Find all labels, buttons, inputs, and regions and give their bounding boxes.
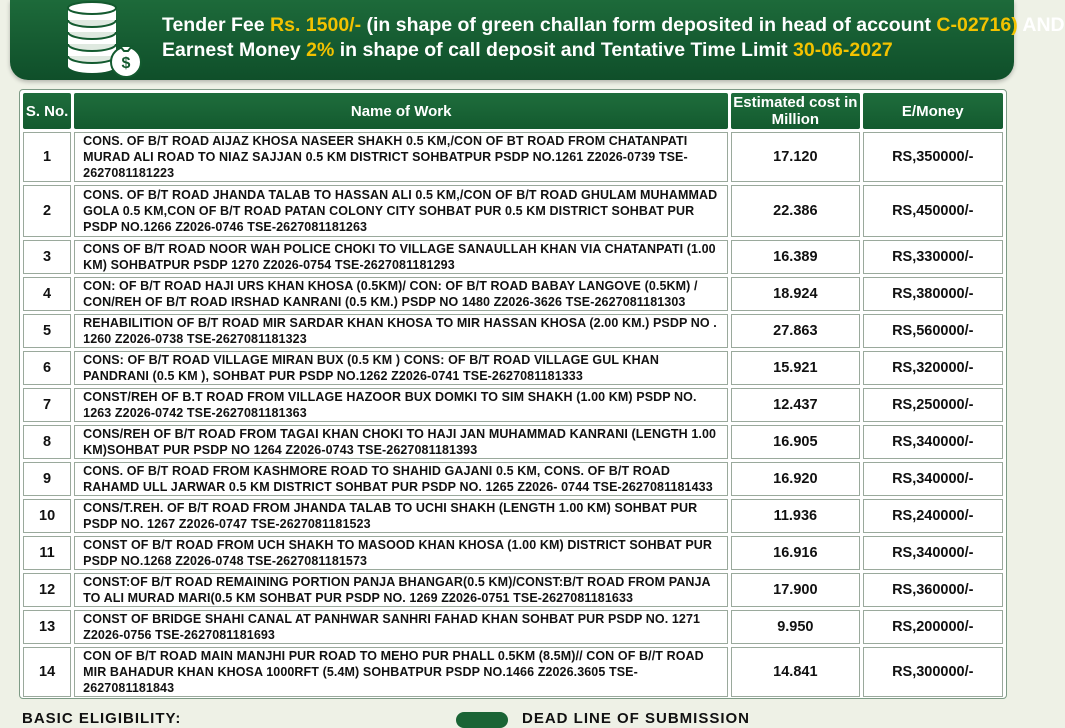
basic-eligibility-heading: BASIC ELIGIBILITY: [22, 710, 182, 727]
row-work: CON: OF B/T ROAD HAJI URS KHAN KHOSA (0.5KM)/ CON: OF B/T ROAD BABAY LANGOVE (0.5KM) / CON/REH OF B/T ROAD IRSHAD KANRANI (0.5 KM.) PSDP NO 1480 Z2026-3626 TSE-2627081181303 [74, 277, 728, 311]
row-emoney: RS,200000/- [863, 610, 1003, 644]
account-code: C-02716) [936, 14, 1018, 36]
banner-line-1 [162, 13, 1065, 38]
row-emoney: RS,300000/- [863, 647, 1003, 697]
table-row [23, 610, 1003, 644]
coin-stack-icon [58, 2, 144, 78]
row-work: CONS OF B/T ROAD NOOR WAH POLICE CHOKI TO VILLAGE SANAULLAH KHAN VIA CHATANPATI (1.00 KM) SOHBATPUR PSDP 1270 Z2026-0754 TSE-2627081181293 [74, 240, 728, 274]
table-header-row [23, 93, 1003, 129]
row-emoney: RS,240000/- [863, 499, 1003, 533]
table-row [23, 462, 1003, 496]
table-row [23, 314, 1003, 348]
row-sno: 13 [23, 610, 71, 644]
table-row [23, 277, 1003, 311]
row-cost: 16.389 [731, 240, 859, 274]
row-sno: 8 [23, 425, 71, 459]
row-emoney: RS,320000/- [863, 351, 1003, 385]
row-emoney: RS,360000/- [863, 573, 1003, 607]
row-cost: 17.900 [731, 573, 859, 607]
row-work: CONST:OF B/T ROAD REMAINING PORTION PANJA BHANGAR(0.5 KM)/CONST:B/T ROAD FROM PANJA TO ALI MURAD MARI(0.5 KM SOHBAT PUR PSDP NO. 1269 Z2026-0751 TSE-2627081181633 [74, 573, 728, 607]
row-work: CONS. OF B/T ROAD JHANDA TALAB TO HASSAN ALI 0.5 KM,/CON OF B/T ROAD GHULAM MUHAMMAD GOLA 0.5 KM,CON OF B/T ROAD PATAN COLONY CITY SOHBAT PUR 0.5 KM DISTRICT SOHBAT PUR PSDP NO.1266 Z2026-0746 TSE-2627081181263 [74, 185, 728, 237]
row-work: REHABILITION OF B/T ROAD MIR SARDAR KHAN KHOSA TO MIR HASSAN KHOSA (2.00 KM.) PSDP NO . 1260 Z2026-0738 TSE-2627081181323 [74, 314, 728, 348]
row-sno: 4 [23, 277, 71, 311]
row-cost: 22.386 [731, 185, 859, 237]
row-cost: 16.905 [731, 425, 859, 459]
row-sno: 2 [23, 185, 71, 237]
earnest-label: Earnest Money [162, 39, 307, 61]
row-cost: 15.921 [731, 351, 859, 385]
row-cost: 17.120 [731, 132, 859, 182]
row-sno: 14 [23, 647, 71, 697]
header-banner [10, 0, 1065, 80]
row-sno: 3 [23, 240, 71, 274]
row-work: CONST OF B/T ROAD FROM UCH SHAKH TO MASOOD KHAN KHOSA (1.00 KM) DISTRICT SOHBAT PUR PSDP NO.1268 Z2026-0748 TSE-2627081181573 [74, 536, 728, 570]
row-sno: 12 [23, 573, 71, 607]
table-row [23, 132, 1003, 182]
row-cost: 18.924 [731, 277, 859, 311]
fee-label: Tender Fee [162, 14, 271, 36]
row-emoney: RS,340000/- [863, 462, 1003, 496]
row-emoney: RS,380000/- [863, 277, 1003, 311]
row-work: CON OF B/T ROAD MAIN MANJHI PUR ROAD TO MEHO PUR PHALL 0.5KM (8.5M)// CON OF B//T ROAD MIR BAHADUR KHAN KHOSA 1000RFT (5.4M) SOHBATPUR PSDP NO.1466 Z2026.3605 TSE-2627081181843 [74, 647, 728, 697]
header-sno: S. No. [23, 93, 71, 129]
fee-and: AND [1017, 14, 1065, 36]
table-row [23, 573, 1003, 607]
header-work: Name of Work [74, 93, 728, 129]
row-sno: 7 [23, 388, 71, 422]
row-cost: 12.437 [731, 388, 859, 422]
row-work: CONS. OF B/T ROAD FROM KASHMORE ROAD TO SHAHID GAJANI 0.5 KM, CONS. OF B/T ROAD RAHAMD ULL JARWAR 0.5 KM DISTRICT SOHBAT PUR PSDP NO. 1265 Z2026- 0744 TSE-2627081181433 [74, 462, 728, 496]
table-row [23, 499, 1003, 533]
earnest-percent: 2% [306, 39, 335, 61]
row-work: CONST OF BRIDGE SHAHI CANAL AT PANHWAR SANHRI FAHAD KHAN SOHBAT PUR PSDP NO. 1271 Z2026-0756 TSE-2627081181693 [74, 610, 728, 644]
row-sno: 5 [23, 314, 71, 348]
row-emoney: RS,250000/- [863, 388, 1003, 422]
table-row [23, 425, 1003, 459]
row-emoney: RS,450000/- [863, 185, 1003, 237]
row-emoney: RS,560000/- [863, 314, 1003, 348]
row-work: CONS/REH OF B/T ROAD FROM TAGAI KHAN CHOKI TO HAJI JAN MUHAMMAD KANRANI (LENGTH 1.00 KM)SOHBAT PUR PSDP NO 1264 Z2026-0743 TSE-2627081181393 [74, 425, 728, 459]
row-sno: 10 [23, 499, 71, 533]
row-work: CONS/T.REH. OF B/T ROAD FROM JHANDA TALAB TO UCHI SHAKH (LENGTH 1.00 KM) SOHBAT PUR PSDP NO. 1267 Z2026-0747 TSE-2627081181523 [74, 499, 728, 533]
table-row [23, 185, 1003, 237]
row-sno: 6 [23, 351, 71, 385]
row-sno: 11 [23, 536, 71, 570]
money-bag-icon [111, 46, 141, 77]
deadline-pill-icon [456, 712, 508, 728]
table-row [23, 647, 1003, 697]
table-row [23, 388, 1003, 422]
row-cost: 11.936 [731, 499, 859, 533]
row-emoney: RS,330000/- [863, 240, 1003, 274]
deadline-heading: DEAD LINE OF SUBMISSION [522, 710, 751, 727]
row-sno: 1 [23, 132, 71, 182]
row-cost: 9.950 [731, 610, 859, 644]
row-cost: 14.841 [731, 647, 859, 697]
table-row [23, 351, 1003, 385]
row-work: CONS. OF B/T ROAD AIJAZ KHOSA NASEER SHAKH 0.5 KM,/CON OF BT ROAD FROM CHATANPATI MURAD ALI ROAD TO NIAZ SAJJAN 0.5 KM DISTRICT SOHBATPUR PSDP NO.1261 Z2026-0739 TSE-2627081181223 [74, 132, 728, 182]
table-row [23, 536, 1003, 570]
row-work: CONST/REH OF B.T ROAD FROM VILLAGE HAZOOR BUX DOMKI TO SIM SHAKH (1.00 KM) PSDP NO. 1263 Z2026-0742 TSE-2627081181363 [74, 388, 728, 422]
svg-text:$: $ [121, 55, 131, 72]
row-cost: 16.920 [731, 462, 859, 496]
fee-amount: Rs. 1500/- [270, 14, 362, 36]
earnest-desc: in shape of call deposit and Tentative Time Limit [334, 39, 794, 61]
banner-line-2 [162, 38, 1022, 63]
header-emoney: E/Money [863, 93, 1003, 129]
row-emoney: RS,340000/- [863, 425, 1003, 459]
row-cost: 27.863 [731, 314, 859, 348]
row-emoney: RS,340000/- [863, 536, 1003, 570]
table-row [23, 240, 1003, 274]
row-sno: 9 [23, 462, 71, 496]
row-work: CONS: OF B/T ROAD VILLAGE MIRAN BUX (0.5 KM ) CONS: OF B/T ROAD VILLAGE GUL KHAN PANDRANI (0.5 KM ), SOHBAT PUR PSDP NO.1262 Z2026-0741 TSE-2627081181333 [74, 351, 728, 385]
fee-desc: (in shape of green challan form deposited in head of account [361, 14, 937, 36]
works-table [19, 89, 1007, 699]
time-limit-date: 30-06-2027 [793, 39, 893, 61]
tender-fee-text [162, 13, 1065, 63]
header-cost: Estimated cost in Million [731, 93, 859, 129]
row-cost: 16.916 [731, 536, 859, 570]
row-emoney: RS,350000/- [863, 132, 1003, 182]
